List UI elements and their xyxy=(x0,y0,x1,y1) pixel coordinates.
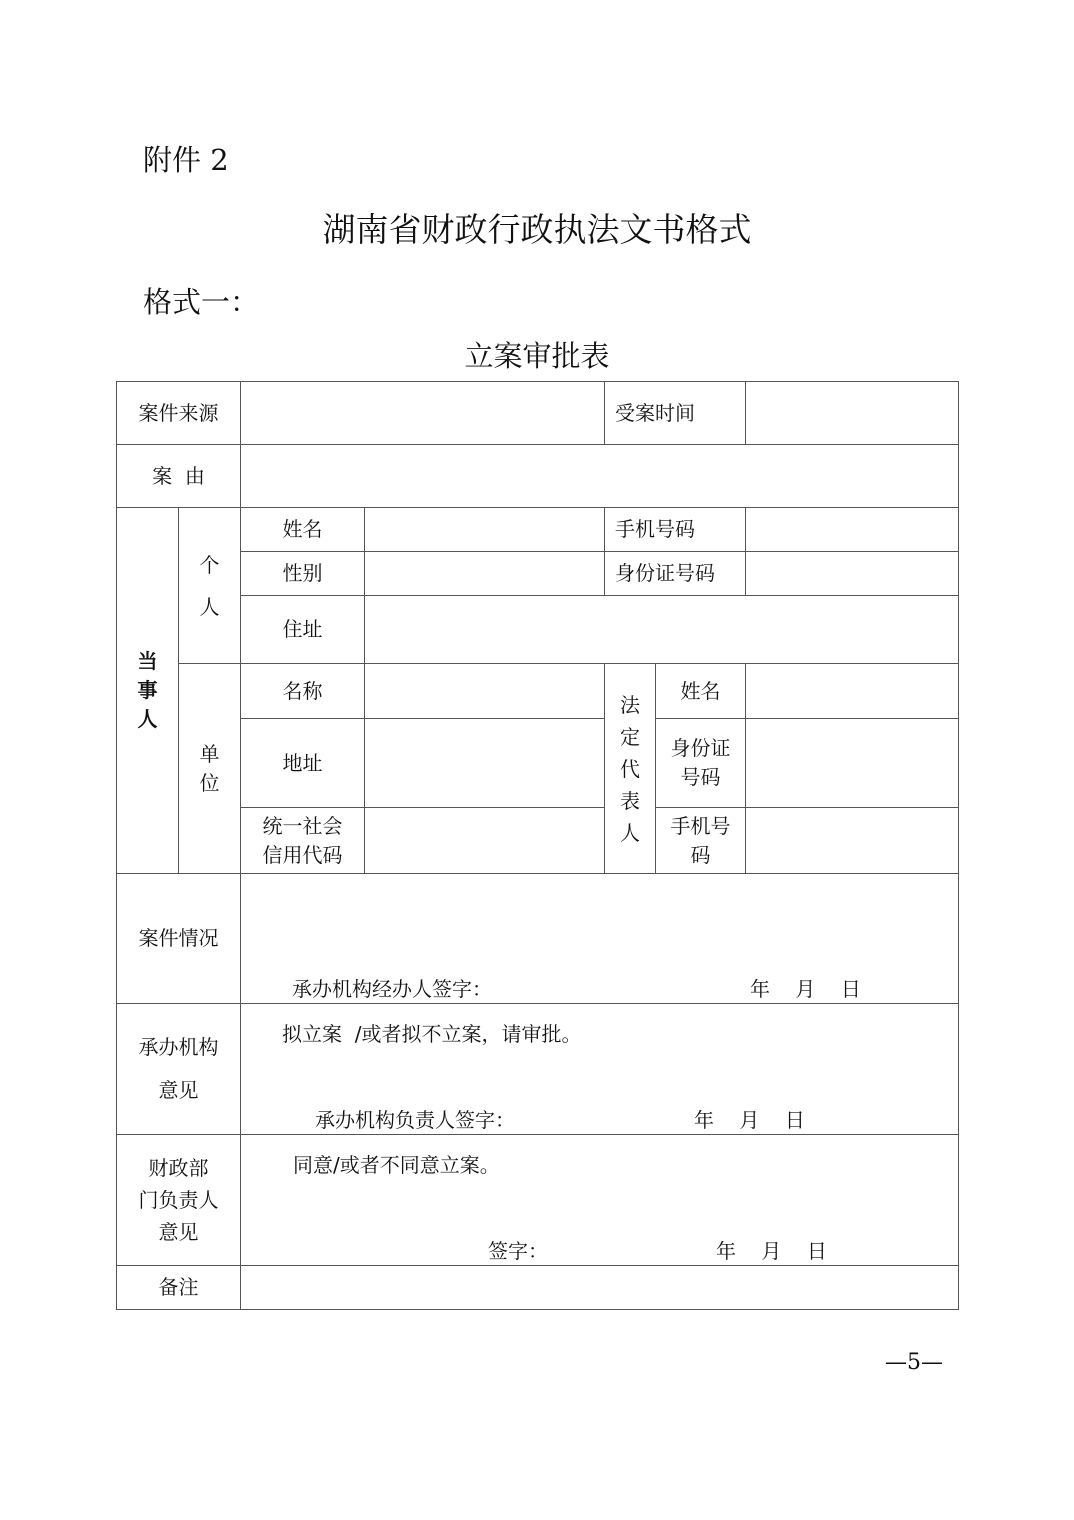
credit-code-field[interactable] xyxy=(364,807,605,874)
case-cause-label: 案 由 xyxy=(116,444,241,508)
address-field[interactable] xyxy=(364,595,959,664)
finance-opinion-label xyxy=(116,1134,241,1266)
case-source-field[interactable] xyxy=(240,381,605,445)
gender-label: 性别 xyxy=(240,551,365,596)
id-number-field[interactable] xyxy=(745,551,959,596)
org-opinion-label-line1: 承办机构 xyxy=(138,1035,219,1059)
rep-name-label: 姓名 xyxy=(655,663,746,719)
unit-name-field[interactable] xyxy=(364,663,605,719)
accept-time-field[interactable] xyxy=(745,381,959,445)
case-situation-label: 案件情况 xyxy=(116,873,241,1004)
unit-address-label: 地址 xyxy=(240,718,365,808)
agree-text: 同意/或者不同意立案。 xyxy=(293,1153,500,1177)
unit-label: 单位 xyxy=(178,663,241,874)
org-head-sign-date: 年 月 日 xyxy=(694,1108,805,1132)
rep-phone-label-line2: 码 xyxy=(690,842,711,867)
credit-code-label xyxy=(240,807,365,874)
phone-label: 手机号码 xyxy=(604,507,746,552)
accept-time-label: 受案时间 xyxy=(604,381,746,445)
format-label: 格式一： xyxy=(143,285,260,319)
person-name-label: 姓名 xyxy=(240,507,365,552)
document-title: 湖南省财政行政执法文书格式 xyxy=(322,210,752,249)
finance-opinion-label-line3: 意见 xyxy=(158,1220,199,1244)
propose-text: 拟立案 /或者拟不立案，请审批。 xyxy=(282,1022,582,1046)
rep-phone-label xyxy=(655,807,746,874)
org-opinion-label-line2: 意见 xyxy=(158,1078,199,1102)
rep-name-field[interactable] xyxy=(745,663,959,719)
rep-id-label-line2: 号码 xyxy=(680,765,721,789)
person-name-field[interactable] xyxy=(364,507,605,552)
phone-field[interactable] xyxy=(745,507,959,552)
rep-phone-label-line1: 手机号 xyxy=(670,813,731,838)
org-head-sign-label: 承办机构负责人签字： xyxy=(315,1108,515,1132)
individual-label: 个人 xyxy=(178,507,241,664)
rep-id-field[interactable] xyxy=(745,718,959,808)
handler-sign-label: 承办机构经办人签字： xyxy=(292,977,492,1001)
finance-opinion-label-line2: 门负责人 xyxy=(138,1188,219,1212)
unit-address-field[interactable] xyxy=(364,718,605,808)
rep-id-label xyxy=(655,718,746,808)
finance-sign-date: 年 月 日 xyxy=(716,1239,827,1263)
attachment-label: 附件 2 xyxy=(143,143,229,177)
finance-opinion-label-line1: 财政部 xyxy=(148,1156,209,1180)
unit-name-label: 名称 xyxy=(240,663,365,719)
party-label: 当事人 xyxy=(116,507,179,874)
credit-code-label-line2: 信用代码 xyxy=(262,842,343,867)
handler-sign-date: 年 月 日 xyxy=(750,977,861,1001)
org-opinion-label xyxy=(116,1003,241,1135)
remarks-label: 备注 xyxy=(116,1265,241,1310)
address-label: 住址 xyxy=(240,595,365,664)
gender-field[interactable] xyxy=(364,551,605,596)
case-cause-field[interactable] xyxy=(240,444,959,508)
rep-phone-field[interactable] xyxy=(745,807,959,874)
credit-code-label-line1: 统一社会 xyxy=(262,813,343,838)
form-title: 立案审批表 xyxy=(464,339,610,373)
case-source-label: 案件来源 xyxy=(116,381,241,445)
finance-sign-label: 签字： xyxy=(488,1239,548,1263)
id-number-label: 身份证号码 xyxy=(604,551,746,596)
rep-id-label-line1: 身份证 xyxy=(670,736,731,760)
legal-rep-label: 法定代表人 xyxy=(604,663,656,874)
remarks-field[interactable] xyxy=(240,1265,959,1310)
page-number: —5— xyxy=(885,1350,943,1375)
